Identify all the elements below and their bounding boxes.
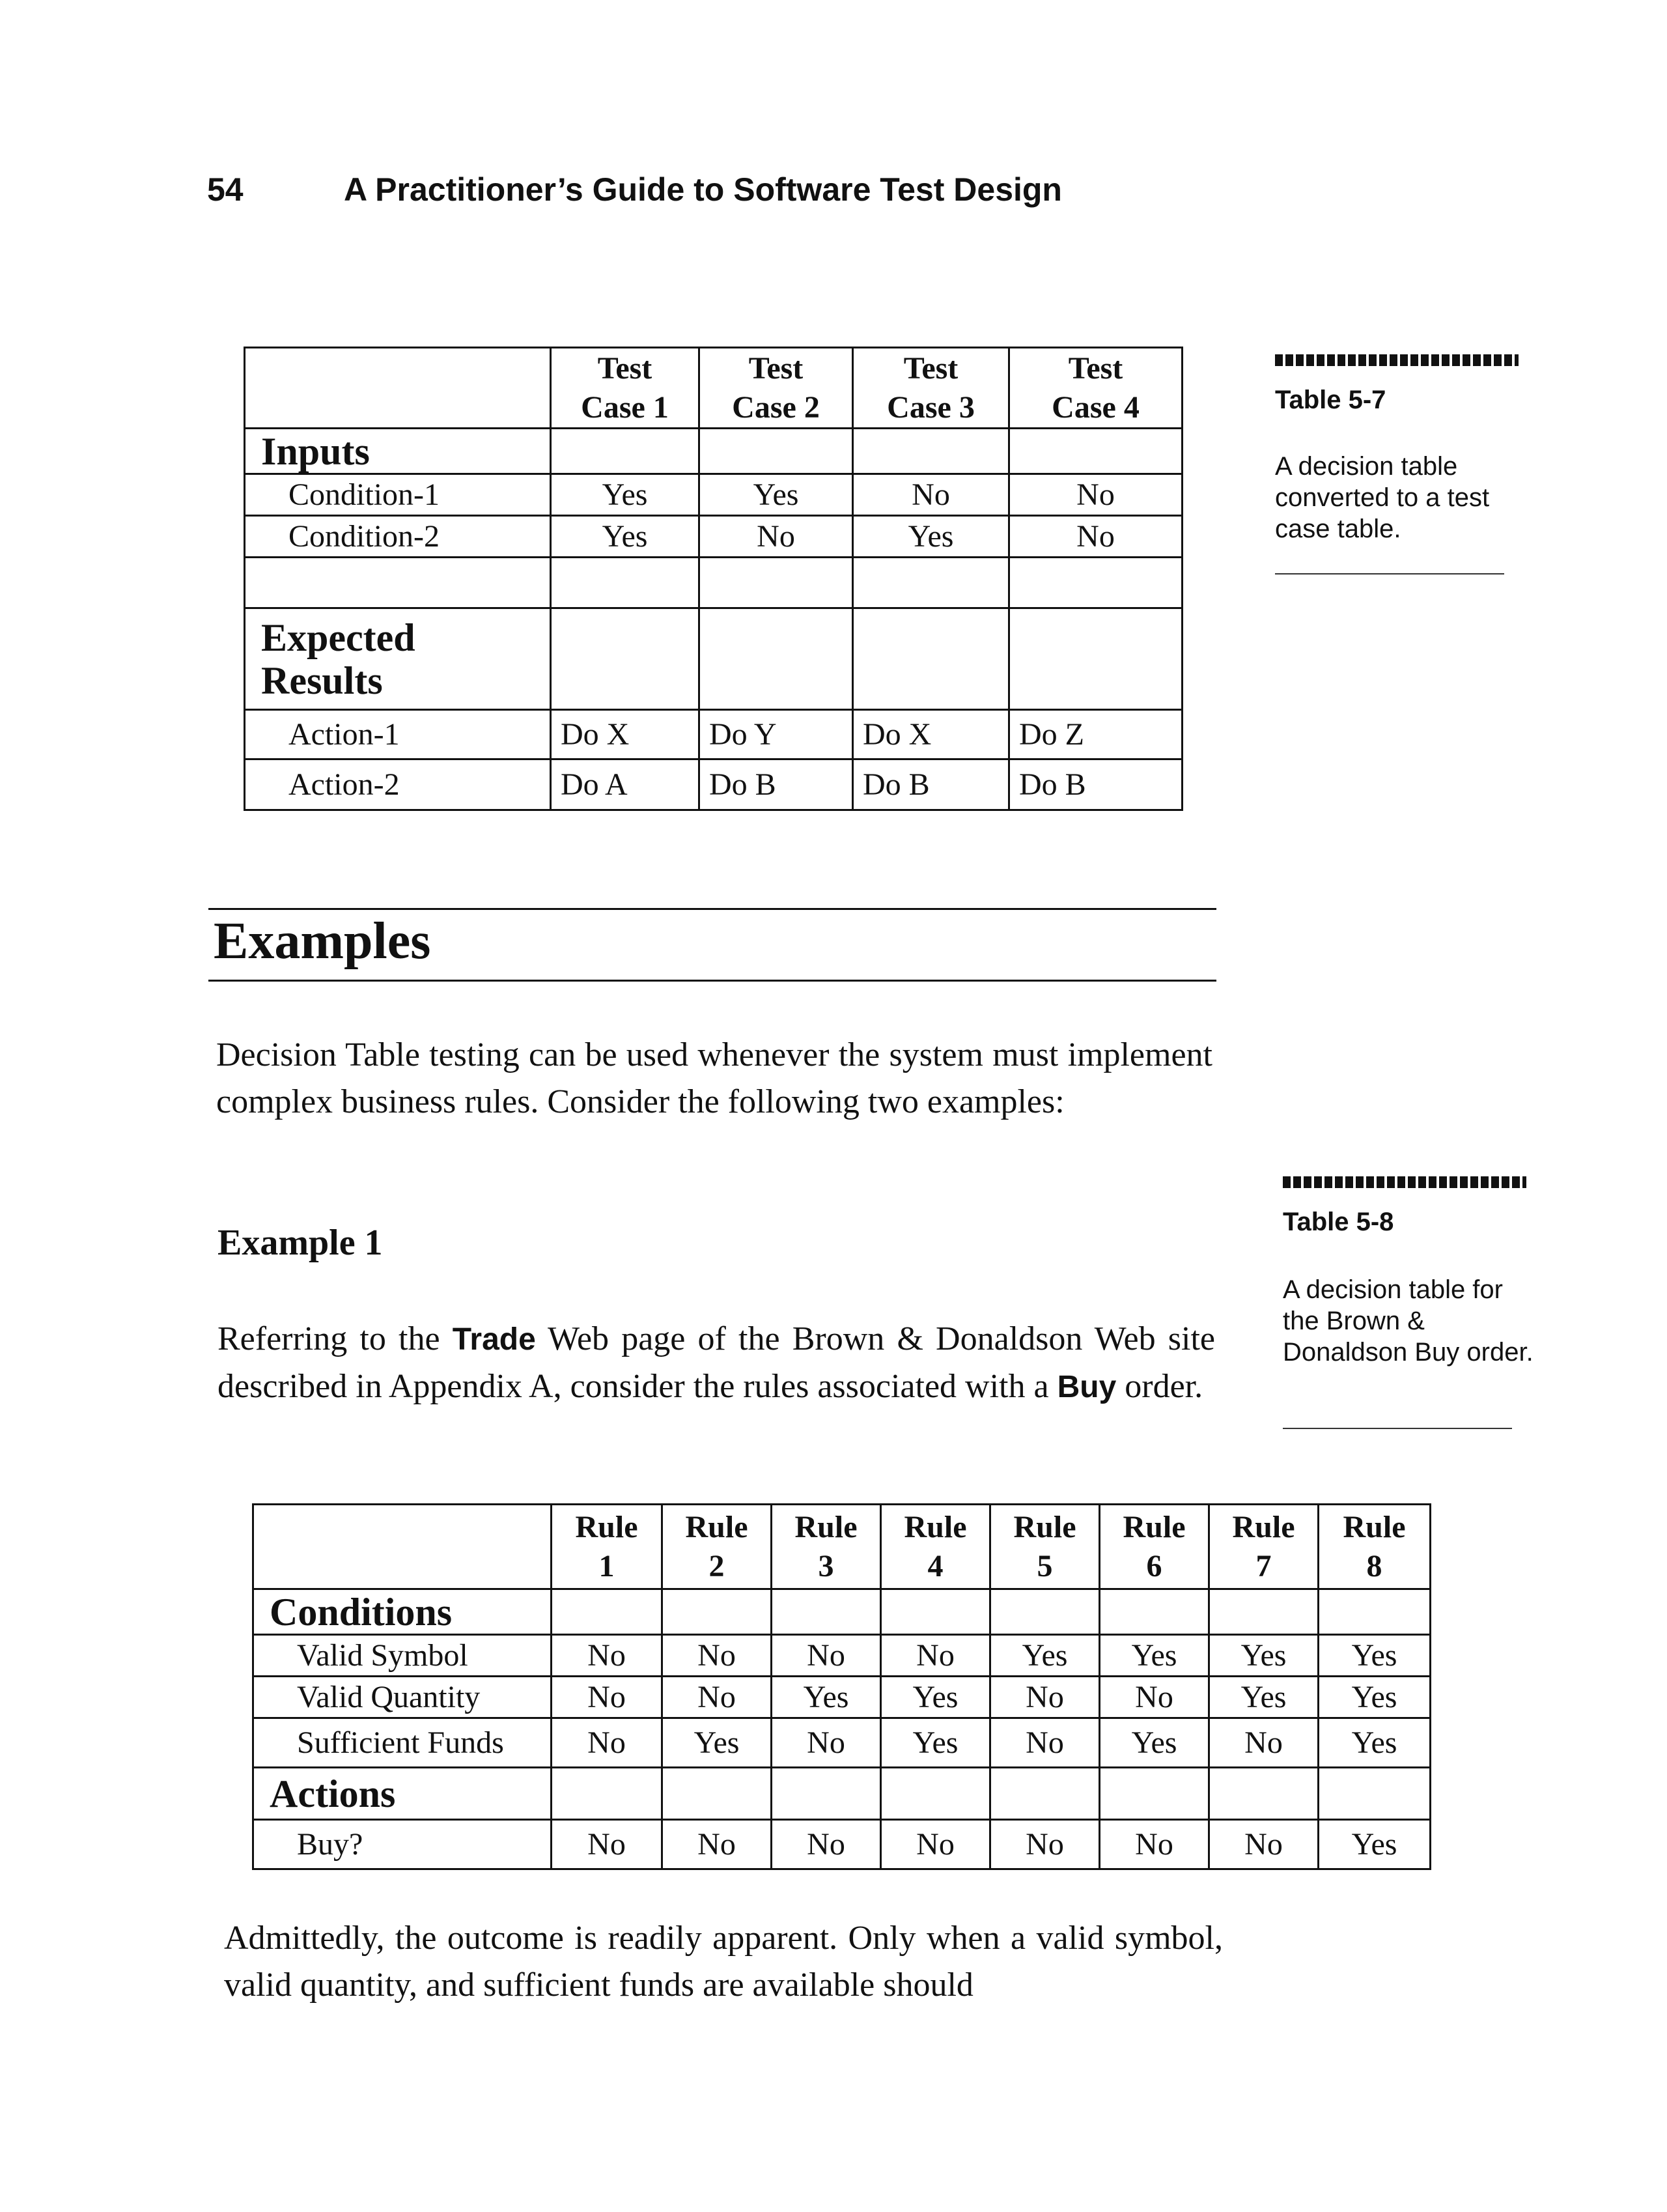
section-heading: Examples	[214, 913, 431, 970]
table-cell: No	[881, 1820, 990, 1869]
section-row	[253, 1768, 1431, 1820]
table-cell: Yes	[881, 1718, 990, 1768]
table-cell: Yes	[990, 1635, 1100, 1677]
inputs-label: Inputs	[245, 429, 551, 474]
book-title: A Practitioner’s Guide to Software Test Design	[344, 171, 1062, 208]
table-cell: Do A	[551, 759, 699, 810]
caption-dash-bar	[1283, 1176, 1526, 1188]
table-row	[245, 474, 1183, 516]
table-header-row	[245, 348, 1183, 429]
table-cell: Yes	[1100, 1635, 1209, 1677]
table-row	[253, 1635, 1431, 1677]
table-cell: Yes	[1319, 1677, 1431, 1718]
table-row	[253, 1677, 1431, 1718]
caption-text: A decision table converted to a test case table.	[1275, 452, 1490, 543]
table-row	[253, 1820, 1431, 1869]
table-cell: No	[990, 1677, 1100, 1718]
row-label: Action-1	[245, 710, 551, 759]
rule-header: Rule 1	[552, 1505, 662, 1589]
table-cell: No	[699, 516, 853, 558]
table-cell: No	[990, 1718, 1100, 1768]
row-label: Valid Symbol	[253, 1635, 552, 1677]
table-row	[245, 516, 1183, 558]
table-cell: Do B	[699, 759, 853, 810]
example-heading: Example 1	[217, 1223, 383, 1263]
caption-rule	[1283, 1428, 1512, 1429]
column-header: Test Case 1	[551, 348, 699, 429]
table-row	[245, 710, 1183, 759]
table-cell: No	[552, 1677, 662, 1718]
actions-label: Actions	[253, 1768, 552, 1820]
decision-table	[252, 1503, 1431, 1870]
table-cell: Yes	[551, 516, 699, 558]
table-cell: Yes	[1319, 1635, 1431, 1677]
intro-paragraph: Decision Table testing can be used whenever the system must implement complex business rules. Consider the following two examples:	[216, 1036, 1212, 1120]
table-cell: Yes	[1209, 1677, 1319, 1718]
table-row	[245, 759, 1183, 810]
row-label: Sufficient Funds	[253, 1718, 552, 1768]
row-label: Buy?	[253, 1820, 552, 1869]
row-label: Valid Quantity	[253, 1677, 552, 1718]
table-cell: No	[853, 474, 1009, 516]
table-cell: No	[662, 1635, 772, 1677]
section-row	[245, 608, 1183, 710]
buy-keyword: Buy	[1057, 1370, 1117, 1404]
table-cell: Do B	[853, 759, 1009, 810]
table-cell: Yes	[881, 1677, 990, 1718]
table-cell: No	[662, 1677, 772, 1718]
spacer-row	[245, 558, 1183, 608]
rule-header: Rule 7	[1209, 1505, 1319, 1589]
conditions-label: Conditions	[253, 1589, 552, 1635]
table-cell: Do Z	[1009, 710, 1183, 759]
table-cell: No	[990, 1820, 1100, 1869]
table-cell: Yes	[1100, 1718, 1209, 1768]
rule-header: Rule 2	[662, 1505, 772, 1589]
corner-cell	[245, 348, 551, 429]
rule-header: Rule 6	[1100, 1505, 1209, 1589]
caption-title: Table 5-7	[1275, 386, 1386, 414]
rule-header: Rule 5	[990, 1505, 1100, 1589]
table-cell: No	[1009, 474, 1183, 516]
heading-rule-bottom	[208, 980, 1216, 982]
table-cell: No	[881, 1635, 990, 1677]
column-header: Test Case 4	[1009, 348, 1183, 429]
table-cell: No	[552, 1635, 662, 1677]
test-case-table	[244, 347, 1183, 811]
table-cell: No	[662, 1820, 772, 1869]
table-cell: No	[772, 1820, 881, 1869]
row-label: Condition-1	[245, 474, 551, 516]
table-cell: Do X	[853, 710, 1009, 759]
expected-results-label: Expected Results	[245, 608, 551, 710]
table-cell: Do X	[551, 710, 699, 759]
table-cell: Yes	[1319, 1820, 1431, 1869]
row-label: Condition-2	[245, 516, 551, 558]
table-cell: No	[1209, 1820, 1319, 1869]
closing-paragraph: Admittedly, the outcome is readily apparent. Only when a valid symbol, valid quantity, and sufficient funds are available should	[224, 1920, 1223, 2004]
page-number: 54	[207, 171, 244, 208]
column-header: Test Case 2	[699, 348, 853, 429]
table-cell: No	[1009, 516, 1183, 558]
caption-title: Table 5-8	[1283, 1208, 1394, 1236]
caption-rule	[1275, 573, 1504, 574]
table-cell: No	[772, 1718, 881, 1768]
column-header: Test Case 3	[853, 348, 1009, 429]
table-header-row	[253, 1505, 1431, 1589]
section-row	[245, 429, 1183, 474]
table-cell: Yes	[699, 474, 853, 516]
table-cell: No	[552, 1820, 662, 1869]
table-cell: No	[1209, 1718, 1319, 1768]
section-row	[253, 1589, 1431, 1635]
table-cell: Yes	[1209, 1635, 1319, 1677]
table-cell: Do B	[1009, 759, 1183, 810]
caption-text: A decision table for the Brown & Donaldson Buy order.	[1283, 1275, 1534, 1367]
row-label: Action-2	[245, 759, 551, 810]
table-cell: No	[1100, 1820, 1209, 1869]
caption-dash-bar	[1275, 354, 1519, 366]
rule-header: Rule 4	[881, 1505, 990, 1589]
table-cell: Yes	[662, 1718, 772, 1768]
table-cell: Yes	[551, 474, 699, 516]
example-paragraph: Referring to the Trade Web page of the Brown & Donaldson Web site described in Appendix A, consider the rules associated with a Buy order.	[217, 1320, 1215, 1405]
table-cell: Yes	[772, 1677, 881, 1718]
table-cell: Yes	[853, 516, 1009, 558]
table-cell: Do Y	[699, 710, 853, 759]
table-cell: No	[1100, 1677, 1209, 1718]
corner-cell	[253, 1505, 552, 1589]
rule-header: Rule 3	[772, 1505, 881, 1589]
table-cell: No	[772, 1635, 881, 1677]
table-cell: Yes	[1319, 1718, 1431, 1768]
table-cell: No	[552, 1718, 662, 1768]
table-row	[253, 1718, 1431, 1768]
trade-keyword: Trade	[452, 1322, 536, 1357]
heading-rule-top	[208, 908, 1216, 910]
rule-header: Rule 8	[1319, 1505, 1431, 1589]
